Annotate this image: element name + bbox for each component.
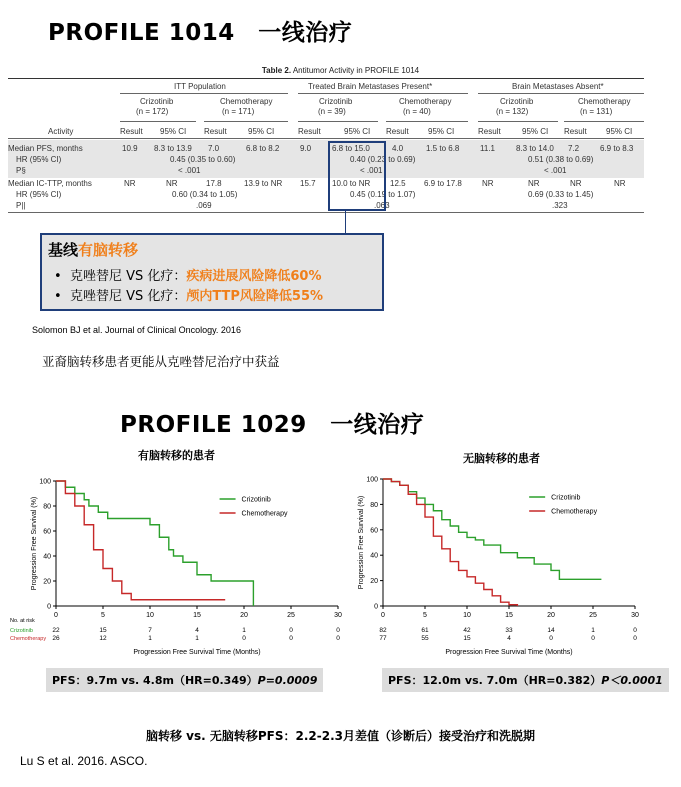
left-p-value: P=0.0009: [257, 674, 318, 687]
at-risk-value: 0: [336, 635, 340, 642]
y-tick-label: 80: [43, 503, 51, 511]
at-risk-value: 42: [463, 627, 471, 634]
x-axis-label: Progression Free Survival Time (Months): [133, 649, 261, 656]
table-cell: 15.7: [300, 179, 316, 188]
at-risk-value: 0: [289, 627, 293, 634]
table-cell: < .001: [360, 166, 383, 175]
rule-arm6: [564, 121, 644, 122]
col-ci: 95% CI: [428, 127, 455, 136]
table-cell: 10.9: [122, 144, 138, 153]
km-chart-brain-mets: [8, 465, 348, 665]
right-p-value: P＜0.0001: [601, 674, 663, 687]
callout-bullet: • 克唑替尼 VS 化疗：疾病进展风险降低60%: [54, 269, 322, 284]
rule-bm-present: [298, 93, 468, 94]
table-caption: [0, 66, 681, 75]
table-cell: 11.1: [480, 144, 495, 153]
table-cell: NR: [124, 179, 136, 188]
rule-bm-absent: [478, 93, 644, 94]
at-risk-value: 0: [633, 627, 637, 634]
y-tick-label: 40: [43, 553, 51, 561]
profile-1014-title: PROFILE 1014 一线治疗: [48, 20, 353, 46]
table-cell: .069: [196, 201, 212, 210]
km-curve-chemotherapy: [383, 479, 517, 606]
x-tick-label: 30: [631, 612, 639, 619]
row-label-p: P§: [16, 166, 26, 175]
y-tick-label: 0: [47, 603, 51, 611]
right-pfs-text: PFS：12.0m vs. 7.0m（HR=0.382）: [388, 674, 602, 687]
col-ci: 95% CI: [248, 127, 275, 136]
y-axis-label: Progression Free Survival (%): [31, 496, 38, 591]
table-cell: 6.9 to 17.8: [424, 179, 462, 188]
table-cell: 8.3 to 13.9: [154, 144, 192, 153]
table-cell: 6.9 to 8.3: [600, 144, 634, 153]
x-tick-label: 5: [101, 612, 105, 619]
callout-bullet-orange: 疾病进展风险降低60%: [186, 269, 322, 284]
legend-label: Crizotinib: [241, 496, 271, 504]
arm-header-n: (n = 172): [136, 107, 169, 116]
legend-label: Chemotherapy: [551, 508, 598, 516]
table-cell: NR: [482, 179, 494, 188]
at-risk-value: 4: [195, 627, 199, 634]
arm-header-n: (n = 131): [580, 107, 613, 116]
col-result: Result: [120, 127, 143, 136]
col-ci: 95% CI: [522, 127, 549, 136]
rule-arm2: [204, 121, 288, 122]
at-risk-value: 26: [52, 635, 60, 642]
at-risk-value: 15: [463, 635, 471, 642]
col-ci: 95% CI: [606, 127, 633, 136]
at-risk-value: 1: [591, 627, 595, 634]
col-result: Result: [478, 127, 501, 136]
table-cell: 0.45 (0.35 to 0.60): [170, 155, 236, 164]
table-cell: .063: [374, 201, 390, 210]
group-header-bm-absent: Brain Metastases Absent*: [512, 82, 604, 91]
arm-header-n: (n = 171): [222, 107, 255, 116]
x-tick-label: 15: [505, 612, 513, 619]
table-cell: 0.40 (0.23 to 0.69): [350, 155, 416, 164]
arm-header-n: (n = 132): [496, 107, 529, 116]
at-risk-value: 0: [289, 635, 293, 642]
right-chart-subtitle: 无脑转移的患者: [463, 452, 540, 465]
arm-header-name: Chemotherapy: [220, 97, 273, 106]
arm-header-name: Chemotherapy: [399, 97, 452, 106]
table-cell: 7.0: [208, 144, 220, 153]
table-header-rule: [8, 138, 644, 139]
col-result: Result: [386, 127, 409, 136]
table-cell: 1.5 to 6.8: [426, 144, 460, 153]
rule-arm3: [298, 121, 378, 122]
km-curve-chemotherapy: [56, 481, 225, 600]
x-tick-label: 10: [146, 612, 154, 619]
y-tick-label: 60: [43, 528, 51, 536]
at-risk-value: 14: [547, 627, 555, 634]
group-header-bm-present: Treated Brain Metastases Present*: [308, 82, 433, 91]
at-risk-value: 4: [507, 635, 511, 642]
at-risk-value: 82: [379, 627, 387, 634]
rule-itt: [120, 93, 288, 94]
asian-patients-note: 亚裔脑转移患者更能从克唑替尼治疗中获益: [42, 354, 280, 369]
row-label-hr: HR (95% CI): [16, 190, 62, 199]
col-activity: Activity: [48, 127, 74, 136]
reference-lu: Lu S et al. 2016. ASCO.: [20, 754, 148, 768]
at-risk-value: 1: [148, 635, 152, 642]
at-risk-value: 61: [421, 627, 429, 634]
table-cell: < .001: [544, 166, 567, 175]
col-result: Result: [204, 127, 227, 136]
table-top-rule: [8, 78, 644, 79]
at-risk-value: 0: [633, 635, 637, 642]
right-pfs-summary: [382, 668, 669, 692]
y-tick-label: 40: [370, 552, 378, 560]
x-tick-label: 20: [547, 612, 555, 619]
col-ci: 95% CI: [344, 127, 371, 136]
arm-header-name: Chemotherapy: [578, 97, 631, 106]
at-risk-value: 0: [336, 627, 340, 634]
table-cell: 9.0: [300, 144, 312, 153]
row-label-ittp: Median IC-TTP, months: [8, 179, 92, 188]
arm-header-name: Crizotinib: [140, 97, 174, 106]
at-risk-value: 22: [52, 627, 60, 634]
table-cell: 7.2: [568, 144, 580, 153]
table-bottom-rule: [8, 212, 644, 213]
table-cell: < .001: [178, 166, 201, 175]
at-risk-value: 0: [549, 635, 553, 642]
km-chart-no-brain-mets: [343, 465, 681, 665]
rule-arm5: [478, 121, 558, 122]
y-tick-label: 100: [366, 476, 378, 484]
at-risk-value: 12: [99, 635, 107, 642]
table-cell: 0.45 (0.19 to 1.07): [350, 190, 416, 199]
x-tick-label: 0: [381, 612, 385, 619]
x-tick-label: 25: [589, 612, 597, 619]
at-risk-value: 7: [148, 627, 152, 634]
legend-label: Crizotinib: [551, 494, 581, 502]
profile-1029-title: PROFILE 1029 一线治疗: [120, 412, 425, 438]
y-tick-label: 80: [370, 501, 378, 509]
table-cell: .323: [552, 201, 568, 210]
arm-header-n: (n = 40): [403, 107, 431, 116]
callout-bullet-orange: 颅内TTP风险降低55%: [186, 289, 324, 304]
antitumor-activity-table: [8, 78, 644, 218]
table-cell: 0.60 (0.34 to 1.05): [172, 190, 238, 199]
table-cell: 0.51 (0.38 to 0.69): [528, 155, 594, 164]
x-tick-label: 15: [193, 612, 201, 619]
arm-header-name: Crizotinib: [319, 97, 353, 106]
y-tick-label: 20: [43, 578, 51, 586]
at-risk-value: 1: [242, 627, 246, 634]
y-tick-label: 100: [39, 478, 51, 486]
at-risk-value: 15: [99, 627, 107, 634]
y-tick-label: 0: [374, 603, 378, 611]
reference-solomon: Solomon BJ et al. Journal of Clinical Oncology. 2016: [32, 325, 241, 335]
left-pfs-text: PFS：9.7m vs. 4.8m（HR=0.349）: [52, 674, 258, 687]
arm-header-name: Crizotinib: [500, 97, 534, 106]
at-risk-value: 1: [195, 635, 199, 642]
table-cell: NR: [614, 179, 626, 188]
table-cell: 17.8: [206, 179, 222, 188]
at-risk-value: 77: [379, 635, 387, 642]
row-label-hr: HR (95% CI): [16, 155, 62, 164]
callout-bullet: • 克唑替尼 VS 化疗：颅内TTP风险降低55%: [54, 289, 324, 304]
brain-metastases-callout: [40, 233, 384, 311]
at-risk-value: 55: [421, 635, 429, 642]
x-tick-label: 5: [423, 612, 427, 619]
table-cell: 0.69 (0.33 to 1.45): [528, 190, 594, 199]
x-tick-label: 20: [240, 612, 248, 619]
table-cell: 8.3 to 14.0: [516, 144, 554, 153]
table-cell: 10.0 to NR: [332, 179, 371, 188]
table-cell: 6.8 to 8.2: [246, 144, 280, 153]
table-caption-text: Antitumor Activity in PROFILE 1014: [291, 66, 420, 75]
callout-bullet-plain: 克唑替尼 VS 化疗：: [69, 289, 187, 304]
rule-arm1: [120, 121, 196, 122]
left-chart-subtitle: 有脑转移的患者: [138, 449, 215, 462]
at-risk-value: 33: [505, 627, 513, 634]
table-caption-number: Table 2.: [261, 66, 292, 75]
pfs-difference-note: 脑转移 vs. 无脑转移PFS：2.2-2.3月差值（诊断后）接受治疗和洗脱期: [145, 729, 535, 743]
highlight-box: [328, 141, 386, 211]
callout-heading-plain: 基线: [48, 241, 79, 259]
col-result: Result: [564, 127, 587, 136]
at-risk-label: No. at risk: [10, 618, 35, 624]
table-cell: 4.0: [392, 144, 404, 153]
x-tick-label: 30: [334, 612, 342, 619]
legend-label: Chemotherapy: [241, 510, 288, 518]
x-axis-label: Progression Free Survival Time (Months): [445, 649, 573, 656]
at-risk-value: 0: [591, 635, 595, 642]
y-tick-label: 60: [370, 527, 378, 535]
table-cell: NR: [166, 179, 178, 188]
arm-header-n: (n = 39): [318, 107, 346, 116]
y-axis-label: Progression Free Survival (%): [358, 495, 365, 590]
table-cell: NR: [570, 179, 582, 188]
callout-heading: [48, 239, 138, 260]
row-label-pfs: Median PFS, months: [8, 144, 83, 153]
rule-arm4: [386, 121, 468, 122]
table-cell: 12.5: [390, 179, 406, 188]
table-cell: 6.8 to 15.0: [332, 144, 370, 153]
y-tick-label: 20: [370, 578, 378, 586]
table-cell: NR: [528, 179, 540, 188]
at-risk-row-name: Crizotinib: [10, 628, 33, 634]
table-cell: 13.9 to NR: [244, 179, 283, 188]
group-header-itt: ITT Population: [174, 82, 226, 91]
col-ci: 95% CI: [160, 127, 187, 136]
at-risk-value: 0: [242, 635, 246, 642]
callout-heading-orange: 有脑转移: [78, 241, 139, 259]
callout-bullet-plain: 克唑替尼 VS 化疗：: [69, 269, 187, 284]
highlight-connector: [345, 209, 346, 233]
left-pfs-summary: [46, 668, 323, 692]
x-tick-label: 10: [463, 612, 471, 619]
col-result: Result: [298, 127, 321, 136]
x-tick-label: 25: [287, 612, 295, 619]
row-label-p: P||: [16, 201, 26, 210]
at-risk-row-name: Chemotherapy: [10, 636, 47, 642]
x-tick-label: 0: [54, 612, 58, 619]
